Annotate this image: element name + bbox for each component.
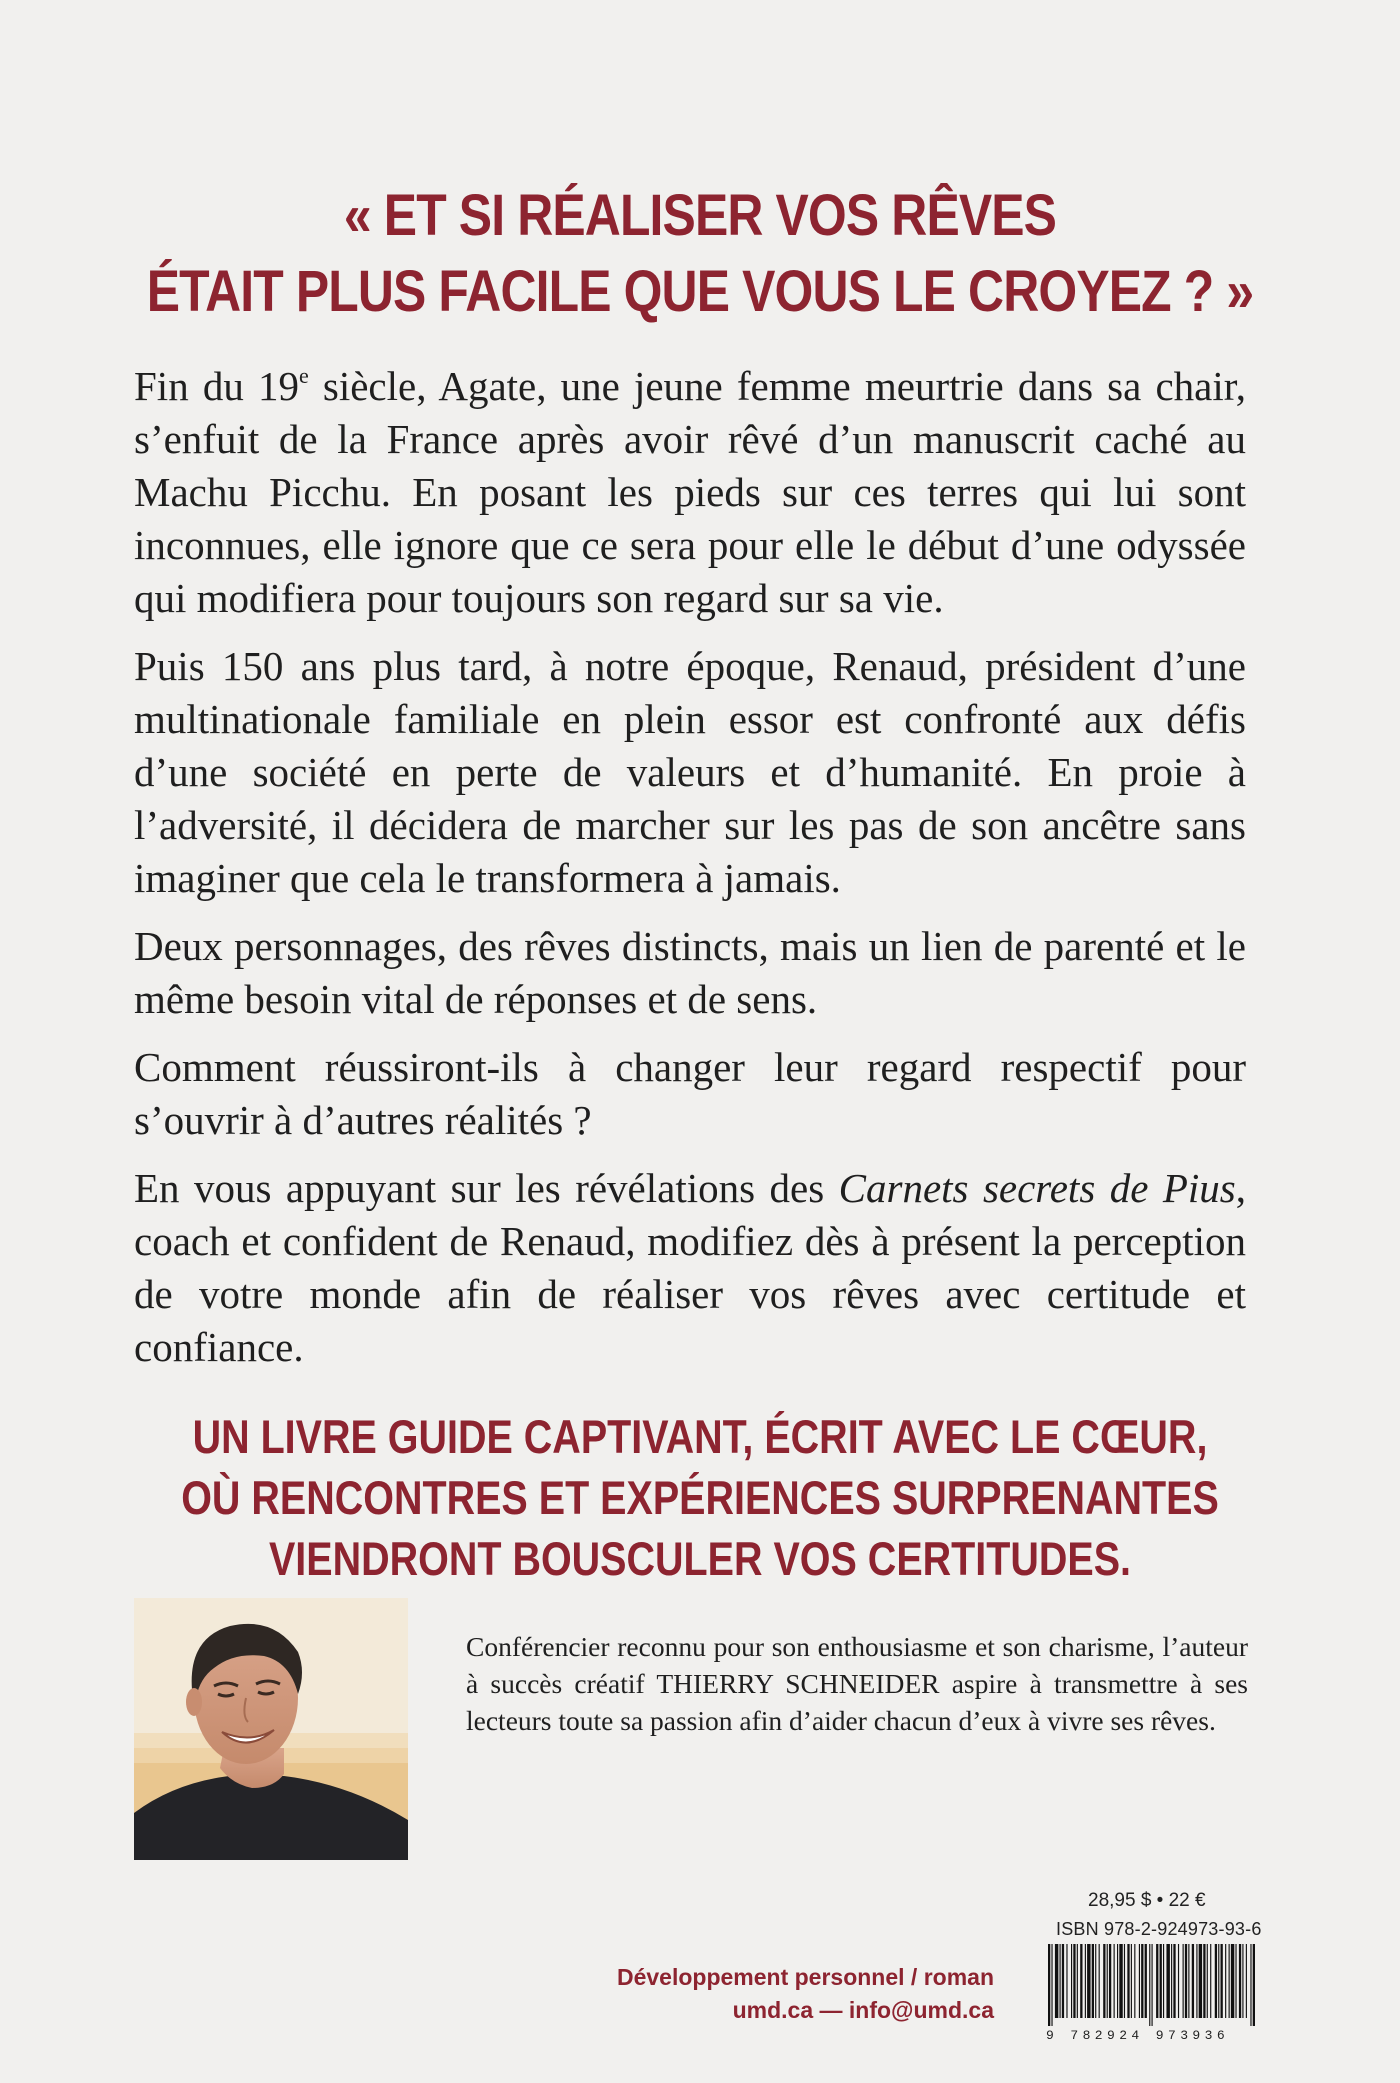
barcode-bar (1149, 1944, 1150, 2026)
barcode-bar (1160, 1944, 1162, 2018)
barcode-bar (1095, 1944, 1096, 2018)
barcode-bar (1087, 1944, 1090, 2018)
tagline-line-2: OÙ RENCONTRES ET EXPÉRIENCES SURPRENANTES (181, 1471, 1219, 1524)
barcode-bar (1188, 1944, 1189, 2018)
headline-line-2: ÉTAIT PLUS FACILE QUE VOUS LE CROYEZ ? » (146, 259, 1254, 324)
publisher-contact: umd.ca — info@umd.ca (732, 1997, 994, 2023)
price-label: 28,95 $ • 22 € (1088, 1890, 1206, 1911)
barcode-bar (1207, 1944, 1208, 2018)
barcode-bar (1131, 1944, 1132, 2018)
barcode-bar (1185, 1944, 1187, 2018)
synopsis-paragraph-2: Puis 150 ans plus tard, à notre époque, Renaud, président d’une multinationale familiale en plein essor est confronté aux défis d’une société en perte de valeurs et d’humanité. En proie à l’adversité, il décidera de marcher sur les pas de son ancêtre sans imaginer que cela le transformera à jamais. (134, 643, 1246, 901)
barcode-bar (1239, 1944, 1241, 2018)
barcode-bar (1192, 1944, 1194, 2018)
barcode-bar (1183, 1944, 1184, 2018)
barcode (1046, 1944, 1256, 2026)
barcode-bar (1171, 1944, 1172, 2018)
p1-superscript: e (298, 363, 309, 388)
synopsis-paragraph-1 (134, 360, 1246, 625)
barcode-bar (1127, 1944, 1129, 2018)
isbn-label: ISBN 978-2-924973-93-6 (1056, 1919, 1262, 1939)
barcode-bar (1141, 1944, 1143, 2018)
barcode-bar (1242, 1944, 1243, 2018)
barcode-bar (1048, 1944, 1050, 2026)
headline-line-1: « ET SI RÉALISER VOS RÊVES (343, 183, 1057, 248)
barcode-bar (1051, 1944, 1052, 2026)
barcode-bar (1196, 1944, 1197, 2018)
barcode-bar (1253, 1944, 1255, 2026)
barcode-bar (1215, 1944, 1217, 2018)
barcode-bar (1117, 1944, 1118, 2018)
barcode-bar (1066, 1944, 1067, 2018)
barcode-bar (1124, 1944, 1125, 2018)
p1-text-start: Fin du 19 (134, 363, 299, 409)
barcode-bar (1099, 1944, 1100, 2018)
barcode-bar (1203, 1944, 1205, 2018)
barcode-bar (1210, 1944, 1211, 2018)
barcode-bar (1156, 1944, 1158, 2018)
barcode-bar (1109, 1944, 1111, 2018)
genre-label: Développement personnel / roman (616, 1964, 994, 1990)
barcode-bar (1229, 1944, 1230, 2018)
barcode-digits: 9 782924 973936 (1046, 2028, 1230, 2043)
barcode-bar (1231, 1944, 1234, 2018)
publisher-info (617, 1961, 994, 2027)
barcode-bar (1199, 1944, 1202, 2018)
tagline-line-3: VIENDRONT BOUSCULER VOS CERTITUDES. (268, 1532, 1132, 1585)
barcode-bar (1166, 1944, 1169, 2018)
barcode-bar (1080, 1944, 1082, 2018)
p5-book-title: Carnets secrets de Pius (838, 1165, 1236, 1211)
synopsis (134, 360, 1246, 1389)
barcode-bar (1139, 1944, 1140, 2018)
tagline-line-1: UN LIVRE GUIDE CAPTIVANT, ÉCRIT AVEC LE CŒUR, (192, 1410, 1208, 1463)
synopsis-paragraph-4: Comment réussiront-ils à changer leur regard respectif pour s’ouvrir à d’autres réalités ? (134, 1044, 1246, 1143)
barcode-bar (1107, 1944, 1108, 2018)
barcode-bar (1085, 1944, 1086, 2018)
barcode-bar (1055, 1944, 1058, 2018)
barcode-bar (1163, 1944, 1164, 2018)
barcode-bar (1221, 1944, 1223, 2018)
barcode-bar (1073, 1944, 1075, 2018)
cover-tagline (112, 1406, 1288, 1589)
barcode-bar (1062, 1944, 1064, 2018)
barcode-bar (1114, 1944, 1115, 2018)
barcode-bar (1103, 1944, 1105, 2018)
author-bio: Conférencier reconnu pour son enthousiasme et son charisme, l’auteur à succès créatif THIERRY SCHNEIDER aspire à transmettre à ses lecteurs toute sa passion afin d’aider chacun d’eux à vivre ses rêves. (466, 1631, 1248, 1736)
barcode-bar (1235, 1944, 1236, 2018)
barcode-bar (1178, 1944, 1179, 2018)
synopsis-paragraph-3: Deux personnages, des rêves distincts, mais un lien de parenté et le même besoin vital de réponses et de sens. (134, 923, 1246, 1022)
barcode-bar (1250, 1944, 1251, 2026)
synopsis-paragraph-5 (134, 1162, 1246, 1374)
p1-text-end: siècle, Agate, une jeune femme meurtrie dans sa chair, s’enfuit de la France après avoir rêvé d’un manuscrit caché au Machu Picchu. En posant les pieds sur ces terres qui lui sont inconnues, elle ignore que ce sera pour elle le début d’une odyssée qui modifiera pour toujours son regard sur sa vie. (134, 363, 1247, 621)
barcode-bar (1077, 1944, 1078, 2018)
cover-headline (98, 178, 1302, 330)
barcode-bar (1092, 1944, 1094, 2018)
barcode-bar (1071, 1944, 1072, 2018)
barcode-bar (1060, 1944, 1061, 2018)
barcode-bar (1218, 1944, 1219, 2018)
barcode-bar (1119, 1944, 1122, 2018)
author-portrait-illustration (134, 1598, 408, 1860)
barcode-bar (1145, 1944, 1147, 2018)
p5-text-end: , coach et confident de Renaud, modifiez dès à présent la perception de votre monde afin de réaliser vos rêves avec certitude et confiance. (134, 1165, 1247, 1370)
barcode-bar (1134, 1944, 1135, 2018)
p5-text-start: En vous appuyant sur les révélations des (134, 1165, 839, 1211)
barcode-bar (1173, 1944, 1175, 2018)
barcode-bar (1246, 1944, 1247, 2018)
barcode-bar (1152, 1944, 1153, 2026)
barcode-bar (1225, 1944, 1226, 2018)
author-photo (134, 1598, 408, 1860)
